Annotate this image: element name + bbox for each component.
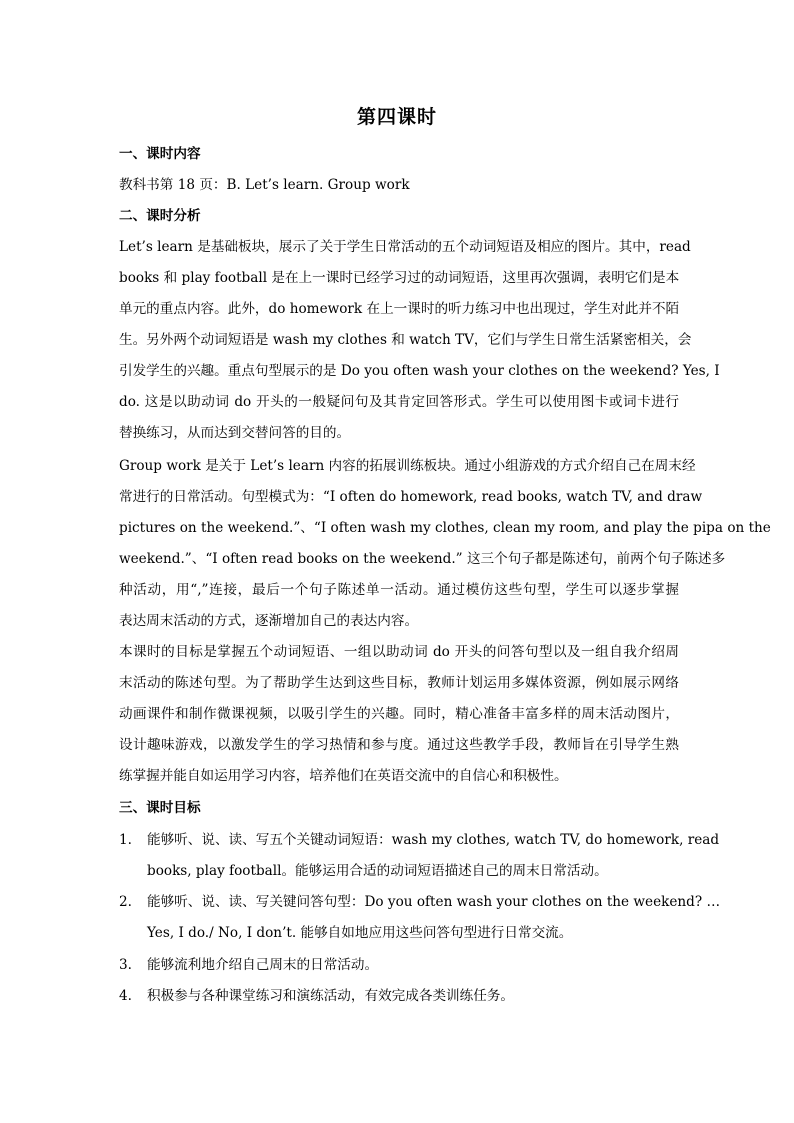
objective-text: 能够听、说、读、写五个关键动词短语：wash my clothes, watch TV, do homework, read bbox=[147, 832, 720, 848]
analysis-line: 引发学生的兴趣。重点句型展示的是 Do you often wash your clothes on the weekend? Yes, I bbox=[119, 363, 720, 379]
objective-text: 能够流利地介绍自己周末的日常活动。 bbox=[147, 957, 379, 973]
objective-text: 能够听、说、读、写关键问答句型：Do you often wash your clothes on the weekend? … bbox=[147, 894, 721, 910]
lesson-content-text: 教科书第 18 页：B. Let’s learn. Group work bbox=[119, 177, 410, 193]
analysis-line: 生。另外两个动词短语是 wash my clothes 和 watch TV，它们与学生日常生活紧密相关，会 bbox=[119, 332, 692, 348]
page-title: 第四课时 bbox=[356, 106, 437, 128]
analysis-line: 末活动的陈述句型。为了帮助学生达到这些目标，教师计划运用多媒体资源，例如展示网络 bbox=[119, 675, 679, 691]
analysis-line: 种活动，用“,”连接，最后一个句子陈述单一活动。通过模仿这些句型，学生可以逐步掌握 bbox=[119, 582, 679, 598]
objective-number: 3. bbox=[119, 957, 132, 973]
analysis-line: 练掌握并能自如运用学习内容，培养他们在英语交流中的自信心和积极性。 bbox=[119, 768, 568, 784]
analysis-line: Group work 是关于 Let’s learn 内容的拓展训练板块。通过小组游戏的方式介绍自己在周末经 bbox=[119, 458, 696, 474]
objective-number: 4. bbox=[119, 988, 132, 1004]
analysis-line: 单元的重点内容。此外，do homework 在上一课时的听力练习中也出现过，学生对此并不陌 bbox=[119, 301, 680, 317]
analysis-line: 动画课件和制作微课视频，以吸引学生的兴趣。同时，精心准备丰富多样的周末活动图片， bbox=[119, 706, 679, 722]
analysis-line: 常进行的日常活动。句型模式为：“I often do homework, read books, watch TV, and draw bbox=[119, 489, 703, 505]
analysis-line: 表达周末活动的方式，逐渐增加自己的表达内容。 bbox=[119, 613, 419, 629]
analysis-line: 替换练习，从而达到交替问答的目的。 bbox=[119, 425, 351, 441]
section-heading-lesson-objectives: 三、课时目标 bbox=[119, 800, 201, 816]
objective-number: 2. bbox=[119, 894, 132, 910]
analysis-line: pictures on the weekend.”、“I often wash my clothes, clean my room, and play the pipa on the bbox=[119, 520, 771, 536]
analysis-line: weekend.”、“I often read books on the weekend.” 这三个句子都是陈述句，前两个句子陈述多 bbox=[119, 551, 726, 567]
analysis-line: do. 这是以助动词 do 开头的一般疑问句及其肯定回答形式。学生可以使用图卡或词卡进行 bbox=[119, 394, 679, 410]
analysis-line: books 和 play football 是在上一课时已经学习过的动词短语，这里再次强调，表明它们是本 bbox=[119, 270, 680, 286]
objective-text: 积极参与各种课堂练习和演练活动，有效完成各类训练任务。 bbox=[147, 988, 515, 1004]
analysis-line: Let’s learn 是基础板块，展示了关于学生日常活动的五个动词短语及相应的图片。其中，read bbox=[119, 239, 691, 255]
objective-number: 1. bbox=[119, 832, 132, 848]
analysis-line: 设计趣味游戏，以激发学生的学习热情和参与度。通过这些教学手段，教师旨在引导学生熟 bbox=[119, 737, 679, 753]
objective-text-continued: Yes, I do./ No, I don’t. 能够自如地应用这些问答句型进行日常交流。 bbox=[147, 925, 573, 941]
objective-text-continued: books, play football。能够运用合适的动词短语描述自己的周末日常活动。 bbox=[147, 863, 608, 879]
section-heading-lesson-content: 一、课时内容 bbox=[119, 146, 201, 162]
analysis-line: 本课时的目标是掌握五个动词短语、一组以助动词 do 开头的问答句型以及一组自我介绍周 bbox=[119, 644, 679, 660]
section-heading-lesson-analysis: 二、课时分析 bbox=[119, 208, 201, 224]
